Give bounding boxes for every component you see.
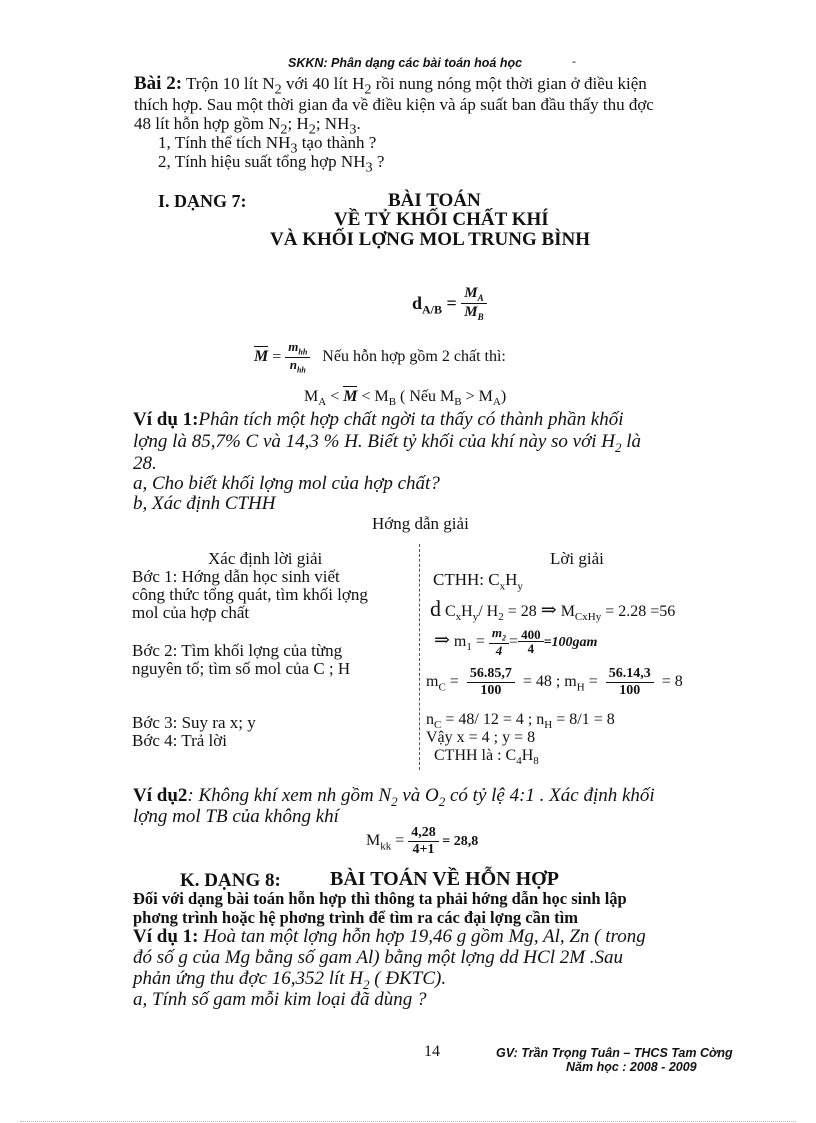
step-1-line-1: Bớc 1: Hớng dẫn học sinh viết bbox=[132, 567, 340, 586]
bai2-question-1: 1, Tính thể tích $NH_3$ tạo thành ? bbox=[158, 133, 377, 157]
dang7-title-2: VỀ TỶ KHỐI CHẤT KHÍ bbox=[334, 209, 549, 230]
dang8-title: BÀI TOÁN VỀ HỖN HỢP bbox=[330, 868, 559, 890]
step-1-line-2: công thức tổng quát, tìm khối lợng bbox=[132, 585, 368, 604]
dang7-label: I. DẠNG 7: bbox=[158, 191, 247, 211]
solution-moles: $n_C = 48/$ 12 = 4 ; $n_H = 8/1 = 8$ bbox=[426, 711, 615, 732]
guide-heading: Hớng dẫn giải bbox=[372, 514, 469, 533]
dang8-example-question: a, Tính số gam mỗi kim loại đã dùng ? bbox=[133, 989, 427, 1010]
vidu1-line1: Ví dụ 1:Phân tích một hợp chất ngời ta thấy có thành phần khối bbox=[133, 409, 624, 430]
step-4: Bớc 4: Trả lời bbox=[132, 731, 227, 750]
page-header-title: SKKN: Phân dạng các bài toán hoá học bbox=[288, 56, 523, 70]
dang8-example-line2: đó số g của Mg bằng số gam Al) bằng một lợng dd HCl 2M .Sau bbox=[133, 947, 624, 968]
vidu2-line2: lợng mol TB của không khí bbox=[133, 806, 339, 827]
footer-year: Năm học : 2008 - 2009 bbox=[566, 1060, 697, 1074]
formula-inequality: $M_A < M < M_B$ ( Nếu $M_B > M_A$) bbox=[304, 388, 507, 409]
dang7-title-3: VÀ KHỐI LỢNG MOL TRUNG BÌNH bbox=[270, 229, 591, 250]
solution-density: d $C_xH_y/$ $H_2 = 28$ ⇒ $M_{CxHy} = 2.28 =56$ bbox=[430, 596, 676, 624]
vidu1-label: Ví dụ 1: bbox=[133, 409, 199, 430]
solution-xy: Vậy x = 4 ; y = 8 bbox=[426, 729, 536, 746]
page-number: 14 bbox=[424, 1043, 440, 1060]
solution-answer: CTHH là : $C_4H_8$ bbox=[434, 747, 539, 768]
step-2-line-2: nguyên tố; tìm số mol của C ; H bbox=[132, 659, 351, 678]
vidu1-line3: 28. bbox=[133, 453, 157, 474]
solution-formula: CTHH: $C_xH_y$ bbox=[433, 570, 523, 593]
solution-mass-1: ⇒ $m_1$ = $\frac{m_2}{4}$ = $\frac{400}{4}$ =100gam bbox=[434, 625, 598, 658]
vidu2-line1: Ví dụ2: Không khí xem nh gồm $N_2$ và $O_2$ có tỷ lệ 4:1 . Xác định khối bbox=[133, 785, 655, 809]
formula-mean-mass: M = $\frac{m_{hh}}{n_{hh}}$ Nếu hỗn hợp gồm 2 chất thì: bbox=[254, 339, 506, 375]
table-left-heading: Xác định lời giải bbox=[208, 549, 323, 568]
bai2-line3: 48 lít hỗn hợp gồm $N_2$; $H_2$; $NH_3$. bbox=[134, 114, 361, 138]
step-2-line-1: Bớc 2: Tìm khối lợng của từng bbox=[132, 641, 343, 660]
bai2-label: Bài 2: bbox=[134, 73, 183, 94]
vidu1-line2: lợng là 85,7% C và 14,3 % H. Biết tỷ khối của khí này so với $H_2$ là bbox=[133, 431, 642, 455]
page-header-dash: - bbox=[572, 54, 576, 68]
vidu2-formula: $M_{kk}$ = $\frac{4,28}{4+1}$ = 28,8 bbox=[366, 825, 479, 857]
dang8-intro-1: Đối với dạng bài toán hỗn hợp thì thông ta phải hớng dẫn học sinh lập bbox=[133, 889, 627, 908]
formula-density: $d_{A/B}$ = $\frac{M_A}{M_B}$ bbox=[412, 286, 487, 323]
table-divider bbox=[419, 544, 420, 770]
vidu1-question-a: a, Cho biết khối lợng mol của hợp chất? bbox=[133, 473, 440, 494]
footer-teacher: GV: Trần Trọng Tuân – THCS Tam Cờng bbox=[496, 1046, 733, 1060]
dang8-example-line3: phản ứng thu đợc 16,352 lít $H_2$ ( ĐKTC). bbox=[133, 968, 447, 992]
solution-mass-c-h: $m_C$ = $\frac{56.85,7}{100}$ = 48 ; $m_H$ = $\frac{56.14,3}{100}$ = 8 bbox=[426, 666, 683, 698]
bai2-line2: thích hợp. Sau một thời gian đa về điều kiện và áp suất ban đầu thấy thu đợc bbox=[134, 95, 654, 114]
bai2-question-2: 2, Tính hiệu suất tổng hợp $NH_3$ ? bbox=[158, 152, 385, 176]
dang7-title-1: BÀI TOÁN bbox=[388, 190, 481, 211]
bai2-line1: Bài 2: Trộn 10 lít $N_2$ với 40 lít $H_2$ rồi nung nóng một thời gian ở điều kiện bbox=[134, 73, 647, 98]
vidu1-question-b: b, Xác định CTHH bbox=[133, 493, 276, 514]
step-3: Bớc 3: Suy ra x; y bbox=[132, 713, 256, 732]
dang8-example-label: Ví dụ 1: bbox=[133, 926, 199, 947]
table-right-heading: Lời giải bbox=[550, 549, 604, 568]
page-bottom-dotted-line bbox=[20, 1121, 796, 1122]
vidu2-label: Ví dụ2 bbox=[133, 785, 188, 806]
dang8-intro-2: phơng trình hoặc hệ phơng trình để tìm ra các đại lợng cần tìm bbox=[133, 908, 578, 927]
dang8-example-line1: Ví dụ 1: Hoà tan một lợng hỗn hợp 19,46 g gồm Mg, Al, Zn ( trong bbox=[133, 926, 646, 947]
step-1-line-3: mol của hợp chất bbox=[132, 603, 250, 622]
dang8-label: K. DẠNG 8: bbox=[180, 870, 281, 891]
